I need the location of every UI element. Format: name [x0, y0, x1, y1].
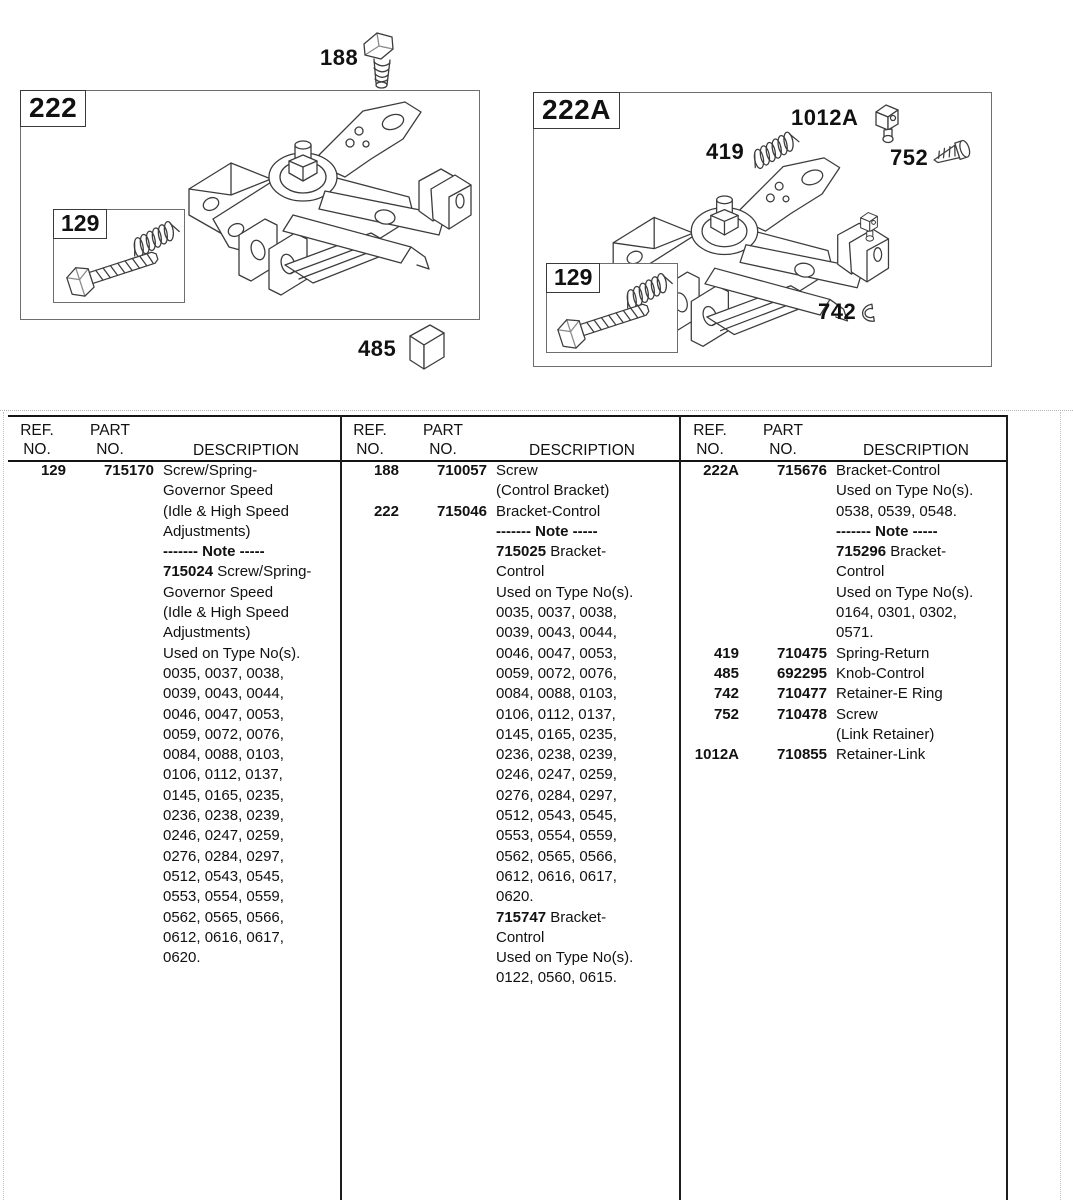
part-no: 710475: [776, 644, 827, 662]
knob-cube-icon: [404, 322, 448, 372]
description: Screw (Link Retainer): [836, 705, 935, 743]
diagram-box-222: [20, 90, 480, 320]
table-row: [341, 461, 677, 502]
inset-box-129-label: 129: [53, 209, 107, 239]
description: Bracket-Control ------- Note ----- 715025 Bracket- Control Used on Type No(s). 0035, 0037, 0038, 0039, 0043, 0044, 0046, 0047, 0053, 0059, 0072, 0076, 0084, 0088, 0103, 0106, 0112, 0137, 0145, 0165, 0235, 0236, 0238, 0239, 0246, 0247, 0259, 0276, 0284, 0297, 0512, 0543, 0545, 0553, 0554, 0559, 0562, 0565, 0566, 0612, 0616, 0617, 0620. 715747 Bracket- Control Used on Type No(s). 0122, 0560, 0615.: [496, 502, 634, 987]
column-body: [8, 461, 338, 968]
bracket-assembly-art: [173, 97, 473, 307]
description: Spring-Return: [836, 644, 930, 662]
knob-stem-icon: [856, 211, 882, 243]
table-row: [681, 644, 1005, 664]
table-row: [681, 664, 1005, 684]
diagram-box-222-label: 222: [20, 90, 86, 127]
part-no: 710855: [776, 746, 827, 764]
hex-bolt-icon: [360, 28, 400, 90]
scan-edge-line: [0, 410, 1073, 411]
callout-1012A-label: 1012A: [791, 105, 859, 130]
description-header: DESCRIPTION: [529, 442, 635, 459]
callout-419-label: 419: [706, 139, 745, 164]
ref-header: REF.: [353, 422, 387, 439]
ref-no: 752: [713, 705, 739, 723]
part-no: 710477: [776, 685, 827, 703]
ref-no: 419: [713, 644, 739, 662]
ref-no: 742: [713, 685, 739, 703]
inset-box-129: [53, 209, 185, 303]
table-row: [681, 684, 1005, 704]
column-body: [341, 461, 677, 989]
inset-box-129: [546, 263, 678, 353]
description: Screw/Spring- Governor Speed (Idle & High Speed Adjustments) ------- Note ----- 715024 Screw/Spring- Governor Speed (Idle & High Speed Adjustments) Used on Type No(s). 0035, 0037, 0038, 0039, 0043, 0044, 0046, 0047, 0053, 0059, 0072, 0076, 0084, 0088, 0103, 0106, 0112, 0137, 0145, 0165, 0235, 0236, 0238, 0239, 0246, 0247, 0259, 0276, 0284, 0297, 0512, 0543, 0545, 0553, 0554, 0559, 0562, 0565, 0566, 0612, 0616, 0617, 0620.: [163, 462, 312, 967]
column-header: REF. NO. PART NO. DESCRIPTION: [681, 417, 1005, 461]
table-row: [341, 502, 677, 989]
parts-column-1: [8, 417, 338, 968]
diagram-box-222A: [533, 92, 992, 367]
description-header: DESCRIPTION: [863, 442, 969, 459]
parts-column-3: [681, 417, 1005, 765]
column-header: REF. NO. PART NO. DESCRIPTION: [8, 417, 338, 461]
part-no: 710057: [436, 462, 487, 479]
table-row: [681, 745, 1005, 765]
ref-no: 1012A: [694, 746, 739, 764]
part-header: PART: [763, 422, 803, 439]
part-no: 715676: [776, 462, 827, 479]
callout-188-label: 188: [320, 45, 359, 70]
description: Screw (Control Bracket): [496, 462, 610, 500]
diagram-box-222A-label: 222A: [533, 92, 620, 129]
knob-stem-icon: [872, 103, 902, 145]
part-no: 715046: [436, 502, 487, 520]
e-ring-icon: [863, 299, 894, 325]
column-header: REF. NO. PART NO. DESCRIPTION: [341, 417, 677, 461]
description: Knob-Control: [836, 664, 925, 682]
ref-no: 129: [40, 462, 66, 479]
part-no: 715170: [103, 462, 154, 479]
screw-icon: [927, 135, 976, 171]
column-body: [681, 461, 1005, 765]
ref-no: 485: [713, 664, 739, 682]
hex-bolt-icon: [61, 237, 168, 303]
part-no: 710478: [776, 705, 827, 723]
ref-no: 222: [373, 502, 399, 520]
table-row: [8, 461, 338, 968]
callout-752-label: 752: [890, 145, 929, 170]
ref-header: REF.: [20, 422, 54, 439]
scan-edge-line: [1060, 412, 1061, 1200]
part-header: PART: [423, 422, 463, 439]
hex-bolt-icon: [552, 289, 659, 355]
inset-box-129-label: 129: [546, 263, 600, 293]
callout-485-label: 485: [358, 336, 397, 361]
description: Retainer-Link: [836, 746, 926, 764]
scan-edge-line: [3, 412, 4, 1200]
table-row: [681, 461, 1005, 644]
parts-column-2: [341, 417, 677, 989]
ref-header: REF.: [693, 422, 727, 439]
table-row: [681, 705, 1005, 746]
description: Bracket-Control Used on Type No(s). 0538, 0539, 0548. ------- Note ----- 715296 Bracket- Control Used on Type No(s). 0164, 0301, 0302, 0571.: [836, 462, 974, 642]
description-header: DESCRIPTION: [193, 442, 299, 459]
description: Retainer-E Ring: [836, 685, 943, 703]
table-right-border: [1006, 415, 1008, 1200]
ref-no: 188: [373, 462, 399, 479]
part-header: PART: [90, 422, 130, 439]
callout-742-label: 742: [818, 299, 857, 324]
ref-no: 222A: [703, 462, 739, 479]
part-no: 692295: [776, 664, 827, 682]
